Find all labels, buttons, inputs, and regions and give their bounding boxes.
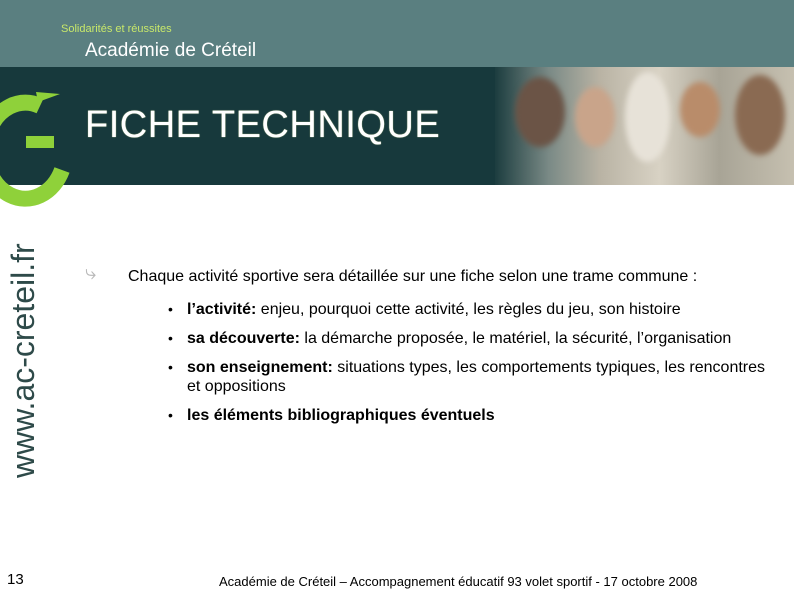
header-photo: [495, 67, 794, 185]
footer-text: Académie de Créteil – Accompagnement éducatif 93 volet sportif - 17 octobre 2008: [219, 574, 698, 589]
header-top-band: [0, 0, 794, 67]
curved-arrow-icon: ⤷: [85, 262, 97, 284]
ac-creteil-logo: [0, 80, 72, 480]
list-item: • l’activité: enjeu, pourquoi cette activité, les règles du jeu, son histoire: [168, 301, 681, 318]
bullet-list: [168, 300, 768, 435]
tagline: Solidarités et réussites: [61, 23, 172, 35]
list-item: • sa découverte: la démarche proposée, le matériel, la sécurité, l’organisation: [168, 330, 732, 347]
list-item: • son enseignement: situations types, les comportements typiques, les rencontres et oppositions: [168, 359, 766, 395]
header-title-band: [0, 67, 794, 185]
intro-text: Chaque activité sportive sera détaillée sur une fiche selon une trame commune :: [128, 268, 698, 285]
ac-creteil-e-logo-icon: [0, 92, 62, 199]
page-title: FICHE TECHNIQUE: [85, 104, 441, 146]
logo-url-text: www.ac-creteil.fr: [5, 243, 41, 478]
academy-name: Académie de Créteil: [85, 40, 257, 61]
list-item: • les éléments bibliographiques éventuels: [168, 407, 495, 424]
page-number: 13: [7, 571, 24, 588]
